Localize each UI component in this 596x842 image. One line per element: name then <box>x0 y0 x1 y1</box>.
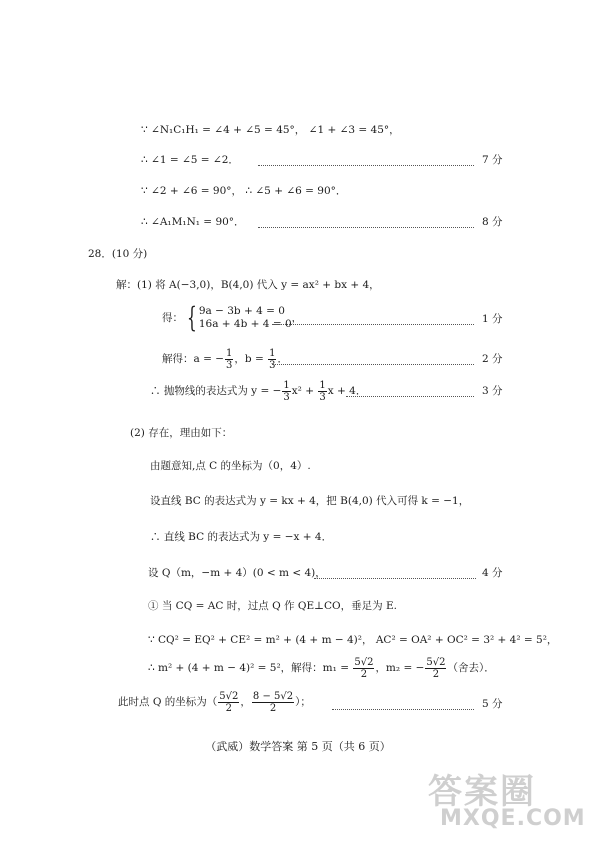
score-8: 8 分 <box>482 216 503 228</box>
solution-values <box>162 347 288 371</box>
brace-icon: { <box>187 301 197 334</box>
question-number: 28．(10 分) <box>88 248 148 260</box>
fraction-denominator: 3 <box>226 359 233 371</box>
values-prefix: 解得：a = − <box>162 353 225 365</box>
fraction-qx <box>218 691 239 714</box>
solve-m-line <box>148 654 495 682</box>
fraction-a <box>225 348 233 371</box>
values-suffix: ． <box>277 353 288 365</box>
pythagoras-line: ∵ CQ² = EQ² + CE² = m² + (4 + m − 4)²， AC² = OA² + OC² = 3² + 4² = 5²， <box>148 634 558 646</box>
fraction-denominator: 2 <box>360 668 368 680</box>
fraction-denominator: 2 <box>225 702 233 714</box>
fraction-numerator: 1 <box>319 379 326 391</box>
fraction-denominator: 3 <box>269 359 276 371</box>
dot-leader <box>272 324 474 325</box>
fraction-numerator: 5√2 <box>219 690 239 702</box>
score-5: 5 分 <box>482 698 503 710</box>
score-2: 2 分 <box>482 353 503 365</box>
dot-leader <box>272 364 474 365</box>
line-angle-conclusion: ∴ ∠A₁M₁N₁ = 90°． <box>141 216 245 228</box>
fraction-qy <box>252 691 294 714</box>
solve-mid: ，m₂ = − <box>375 662 425 674</box>
fraction-b <box>268 348 276 371</box>
fraction-numerator: 8 − 5√2 <box>252 690 294 702</box>
fraction-numerator: 1 <box>283 379 290 391</box>
system-prefix: 得： <box>162 312 183 324</box>
part-2-intro: (2) 存在，理由如下： <box>130 427 233 439</box>
line-bc-expression: ∴ 直线 BC 的表达式为 y = −x + 4． <box>150 531 333 543</box>
fraction-denominator: 2 <box>269 702 277 714</box>
equation-system <box>162 301 303 334</box>
equation-2: 16a + 4b + 4 = 0 <box>198 318 292 330</box>
system-equations <box>199 305 292 331</box>
fraction-denominator: 2 <box>432 668 440 680</box>
watermark-url: MXQE.COM <box>440 806 586 831</box>
line-angle-sum: ∵ ∠N₁C₁H₁ = ∠4 + ∠5 = 45°， ∠1 + ∠3 = 45°， <box>141 124 400 136</box>
result-suffix: ）； <box>295 696 311 708</box>
line-bc-setup: 设直线 BC 的表达式为 y = kx + 4，把 B(4,0) 代入可得 k = −1， <box>150 495 470 507</box>
line-angle-right: ∵ ∠2 + ∠6 = 90°， ∴ ∠5 + ∠6 = 90°． <box>141 185 347 197</box>
watermark-logo: 答案圈 <box>428 772 536 812</box>
fraction-denominator: 3 <box>283 391 290 403</box>
fraction-coef-b <box>318 380 326 403</box>
system-suffix: ， <box>291 312 303 324</box>
fraction-numerator: 5√2 <box>354 656 374 668</box>
case-1-statement: ① 当 CQ = AC 时，过点 Q 作 QE⊥CO，垂足为 E. <box>148 600 397 612</box>
parabola-mid: x² + <box>291 385 318 397</box>
point-c-coordinates: 由题意知,点 C 的坐标为（0，4）. <box>150 460 311 472</box>
dot-leader <box>346 396 474 397</box>
dot-leader <box>258 227 474 228</box>
fraction-m1 <box>353 657 374 680</box>
parabola-suffix: x + 4． <box>327 385 367 397</box>
line-angle-equal: ∴ ∠1 = ∠5 = ∠2． <box>141 154 239 166</box>
dot-leader <box>332 709 474 710</box>
dot-leader <box>314 578 476 579</box>
point-q-setup: 设 Q（m，−m + 4）(0 < m < 4)， <box>148 567 326 579</box>
page-footer: （武威）数学答案 第 5 页（共 6 页） <box>205 740 391 753</box>
parabola-expression <box>150 379 366 403</box>
fraction-coef-a <box>282 380 290 403</box>
score-4: 4 分 <box>482 567 503 579</box>
result-mid: ， <box>240 696 251 708</box>
fraction-m2 <box>425 657 446 680</box>
dot-leader <box>258 165 474 166</box>
fraction-numerator: 1 <box>269 347 276 359</box>
equation-1: 9a − 3b + 4 = 0 <box>198 305 285 317</box>
solve-suffix: （舍去）． <box>447 662 495 674</box>
result-prefix: 此时点 Q 的坐标为（ <box>118 696 218 708</box>
score-7: 7 分 <box>482 154 503 166</box>
point-q-result <box>118 688 311 716</box>
score-3: 3 分 <box>482 385 503 397</box>
solve-prefix: ∴ m² + (4 + m − 4)² = 5²，解得：m₁ = <box>148 662 353 674</box>
fraction-numerator: 5√2 <box>426 656 446 668</box>
fraction-numerator: 1 <box>226 347 233 359</box>
solution-step-1: 解：(1) 将 A(−3,0)，B(4,0) 代入 y = ax² + bx + 4， <box>116 279 380 291</box>
fraction-denominator: 3 <box>319 391 326 403</box>
parabola-prefix: ∴ 抛物线的表达式为 y = − <box>150 385 282 397</box>
values-mid: ，b = <box>234 353 268 365</box>
score-1: 1 分 <box>482 313 503 325</box>
